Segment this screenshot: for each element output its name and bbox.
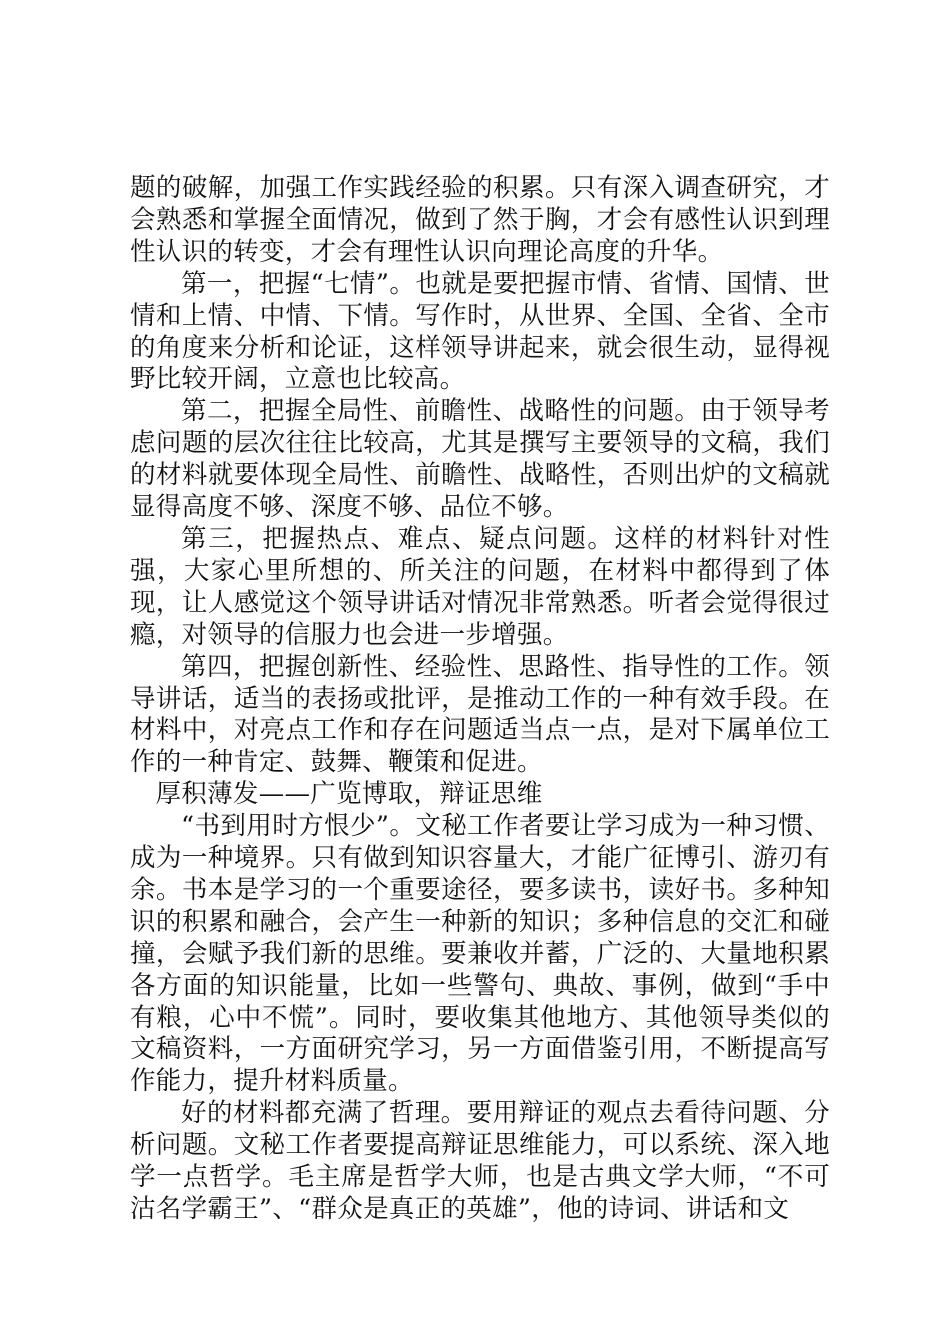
section-heading: 厚积薄发——广览博取，辩证思维 [155, 779, 543, 810]
paragraph-dialectics: 好的材料都充满了哲理。要用辩证的观点去看待问题、分析问题。文秘工作者要提高辩证思维能力，可以系统、深入地学一点哲学。毛主席是哲学大师，也是古典文学大师，“不可沽名学霸王”、“群众是真正的英雄”，他的诗词、讲话和文 [130, 1098, 830, 1224]
paragraph-continuation: 题的破解，加强工作实践经验的积累。只有深入调查研究，才会熟悉和掌握全面情况，做到了然于胸，才会有感性认识到理性认识的转变，才会有理性认识向理论高度的升华。 [130, 173, 830, 267]
paragraph-first-point: 第一，把握“七情”。也就是要把握市情、省情、国情、世情和上情、中情、下情。写作时，从世界、全国、全省、全市的角度来分析和论证，这样领导讲起来，就会很生动，显得视野比较开阔，立意也比较高。 [130, 268, 830, 395]
paragraph-third-point: 第三，把握热点、难点、疑点问题。这样的材料针对性强，大家心里所想的、所关注的问题，在材料中都得到了体现，让人感觉这个领导讲话对情况非常熟悉。听者会觉得很过瘾，对领导的信服力也会进一步增强。 [130, 523, 830, 650]
paragraph-fourth-point: 第四，把握创新性、经验性、思路性、指导性的工作。领导讲话，适当的表扬或批评，是推动工作的一种有效手段。在材料中，对亮点工作和存在问题适当点一点，是对下属单位工作的一种肯定、鼓舞、鞭策和促进。 [130, 651, 830, 778]
document-body [130, 173, 830, 1226]
paragraph-second-point: 第二，把握全局性、前瞻性、战略性的问题。由于领导考虑问题的层次往往比较高，尤其是撰写主要领导的文稿，我们的材料就要体现全局性、前瞻性、战略性，否则出炉的文稿就显得高度不够、深度不够、品位不够。 [130, 396, 830, 523]
paragraph-reading: “书到用时方恨少”。文秘工作者要让学习成为一种习惯、成为一种境界。只有做到知识容量大，才能广征博引、游刃有余。书本是学习的一个重要途径，要多读书，读好书。多种知识的积累和融合，会产生一种新的知识；多种信息的交汇和碰撞，会赋予我们新的思维。要兼收并蓄，广泛的、大量地积累各方面的知识能量，比如一些警句、典故、事例，做到“手中有粮，心中不慌”。同时，要收集其他地方、其他领导类似的文稿资料，一方面研究学习，另一方面借鉴引用，不断提高写作能力，提升材料质量。 [130, 811, 830, 1097]
